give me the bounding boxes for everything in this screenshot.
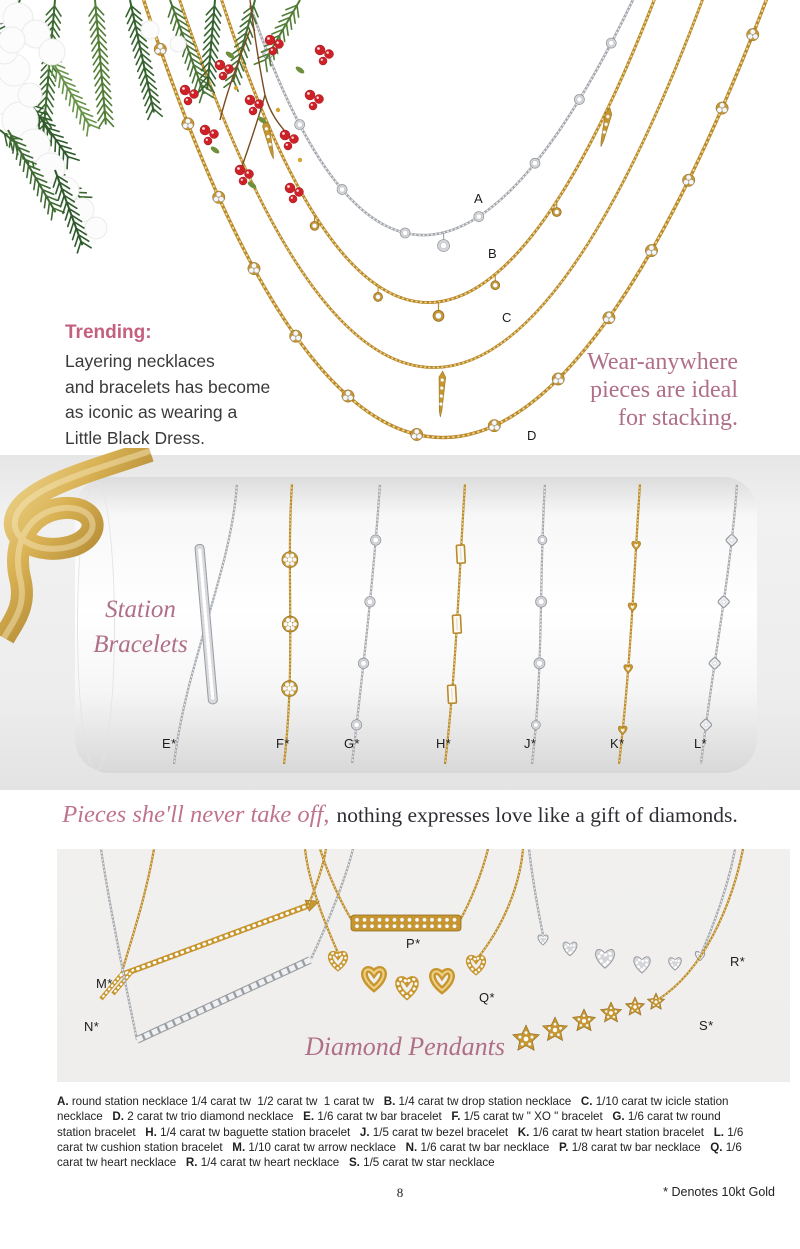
label-necklace-a: A [474,191,484,206]
wear-anywhere-callout [587,348,738,432]
station-title-line: Station [105,596,176,623]
station-bracelets-artwork [75,472,765,777]
label-bracelet-h: H* [436,736,452,751]
label-pendant-n: N* [84,1019,100,1034]
trending-line: Layering necklaces [65,351,215,371]
label-bracelet-g: G* [344,736,360,751]
tagline-accent: Pieces she'll never take off, [62,801,330,828]
label-bracelet-f: F* [276,736,290,751]
label-necklace-b: B [488,246,498,261]
label-necklace-d: D [527,428,537,443]
label-bracelet-l: L* [694,736,708,751]
tagline-rest: nothing expresses love like a gift of diamonds. [336,803,738,827]
diamond-pendants-title: Diamond Pendants [304,1032,506,1061]
trending-line: and bracelets has become [65,376,271,397]
trending-line: as iconic as wearing a [65,402,238,422]
holiday-greenery-decoration [0,0,360,255]
label-pendant-s: S* [699,1018,714,1033]
label-bracelet-k: K* [610,736,625,751]
label-pendant-q: Q* [479,990,495,1005]
trending-callout [65,322,275,451]
station-title-line: Bracelets [93,631,188,658]
wear-anywhere-line: for stacking. [618,405,738,431]
label-necklace-c: C [502,310,512,325]
tagline [0,801,800,829]
gold-footnote: * Denotes 10kt Gold [663,1185,775,1199]
product-descriptions: A. round station necklace 1/4 carat tw 1/2 carat tw 1 carat tw B. 1/4 carat tw drop station necklace C. 1/10 carat tw icicle station necklace D. 2 carat tw trio diamond necklace E. 1/6 carat tw bar bracelet F. 1/5 carat tw " XO " bracelet G. 1/6 carat tw round station bracelet H. 1/4 carat tw baguette station bracelet J. 1/5 carat tw bezel bracelet K. 1/6 carat tw heart station bracelet L. 1/6 carat tw cushion station bracelet M. 1/10 carat tw arrow necklace N. 1/6 carat tw bar necklace P. 1/8 carat tw bar necklace Q. 1/6 carat tw heart necklace R. 1/4 carat tw heart necklace S. 1/5 carat tw star necklace [57,1095,747,1170]
label-bracelet-j: J* [524,736,537,751]
wear-anywhere-line: pieces are ideal [590,377,738,403]
page-number: 8 [396,1185,404,1200]
trending-line: Little Black Dress. [65,427,206,448]
label-pendant-r: R* [730,954,746,969]
wear-anywhere-line: Wear-anywhere [587,349,738,375]
label-pendant-m: M* [96,976,113,991]
trending-heading: Trending: [65,322,152,343]
label-pendant-p: P* [406,936,421,951]
label-bracelet-e: E* [162,736,177,751]
